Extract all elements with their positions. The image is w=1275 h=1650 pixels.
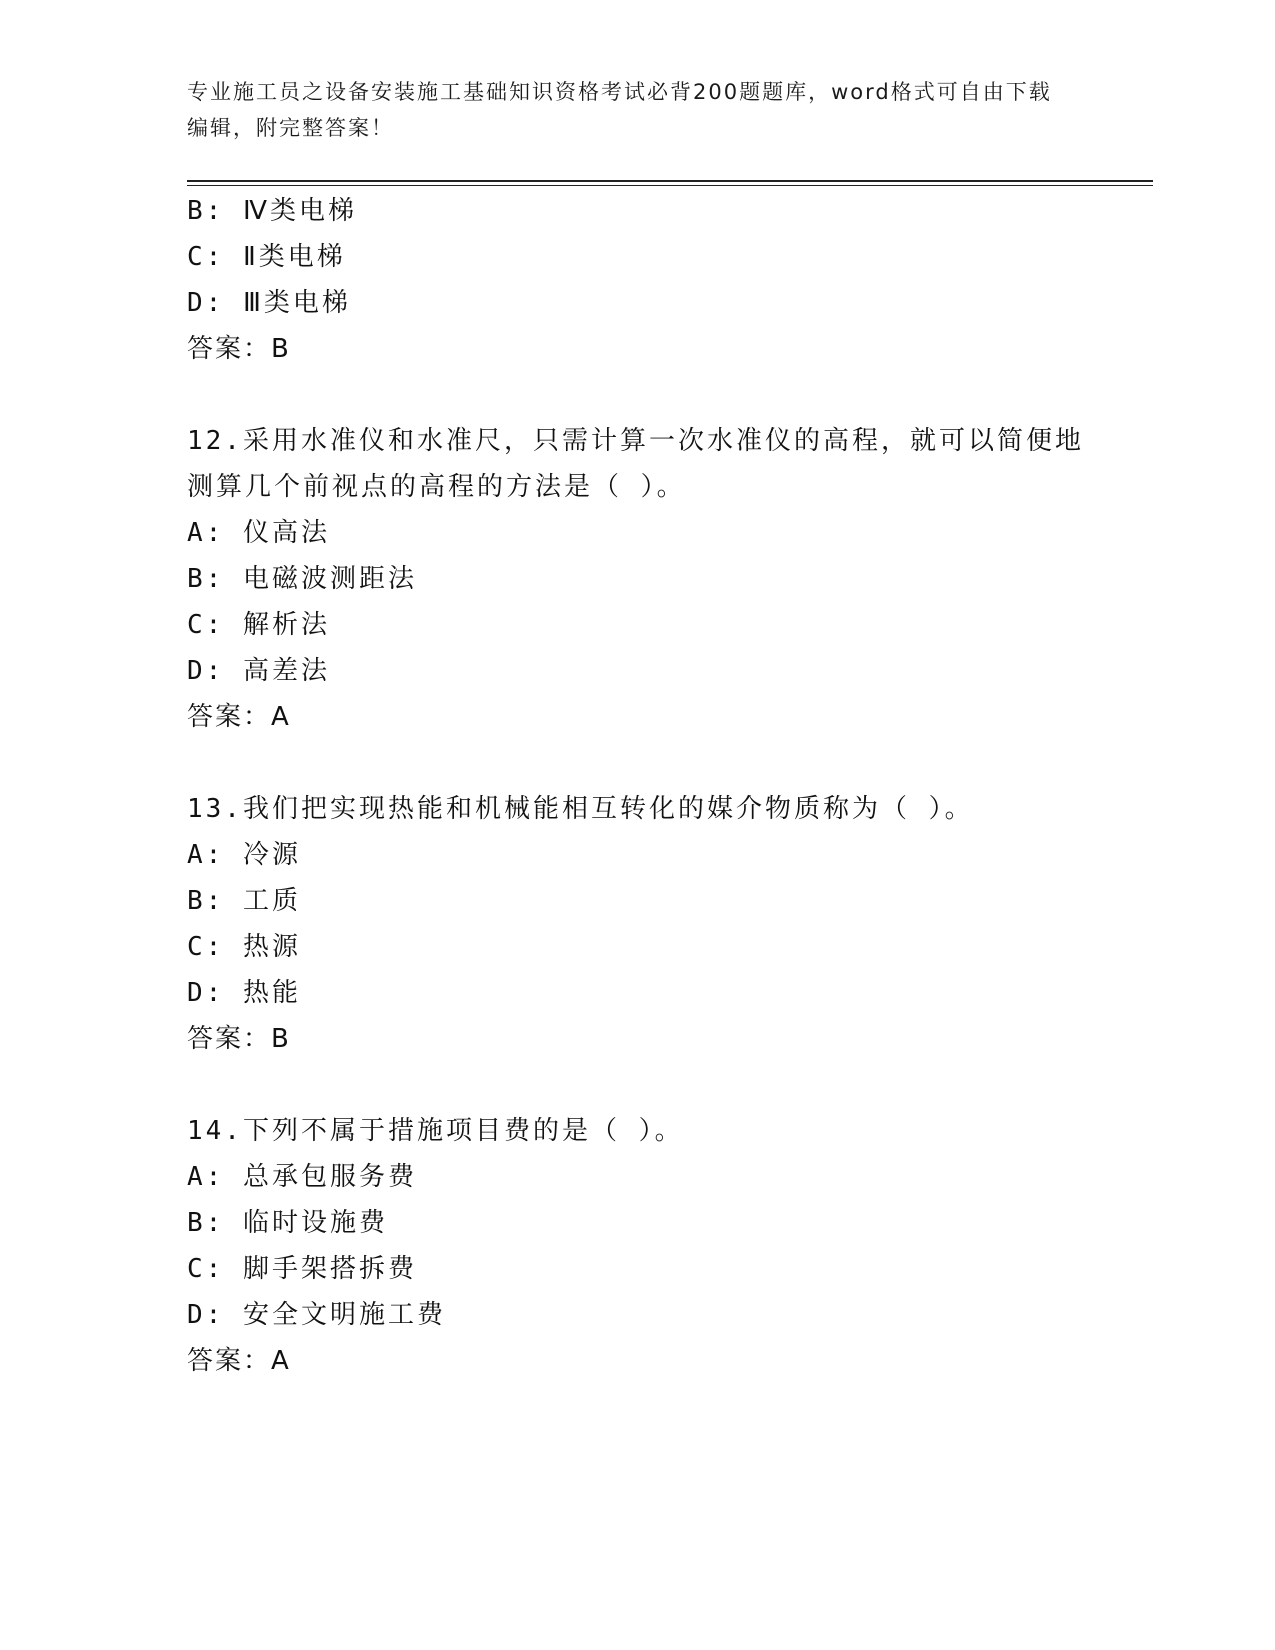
option-d: D: 热能 bbox=[187, 978, 301, 1008]
option-b: B: 临时设施费 bbox=[187, 1208, 388, 1238]
question-stem: 14.下列不属于措施项目费的是（ ）。 bbox=[187, 1116, 684, 1146]
option-a: A: 总承包服务费 bbox=[187, 1162, 417, 1192]
question-12 bbox=[187, 418, 1147, 740]
question-list bbox=[187, 188, 1147, 1384]
previous-question bbox=[187, 188, 1147, 372]
option-b: B: 工质 bbox=[187, 886, 301, 916]
question-stem: 13.我们把实现热能和机械能相互转化的媒介物质称为（ ）。 bbox=[187, 794, 974, 824]
question-stem: 12.采用水准仪和水准尺，只需计算一次水准仪的高程，就可以简便地测算几个前视点的高程的方法是（ ）。 bbox=[187, 426, 1084, 502]
option-a: A: 仪高法 bbox=[187, 518, 330, 548]
header-rule-thin bbox=[187, 185, 1153, 186]
question-14 bbox=[187, 1108, 1147, 1384]
option-c: C: Ⅱ类电梯 bbox=[187, 242, 346, 272]
answer-line: 答案：A bbox=[187, 702, 291, 732]
option-c: C: 解析法 bbox=[187, 610, 330, 640]
answer-line: 答案：B bbox=[187, 1024, 291, 1054]
option-c: C: 脚手架搭拆费 bbox=[187, 1254, 417, 1284]
option-a: A: 冷源 bbox=[187, 840, 301, 870]
question-13 bbox=[187, 786, 1147, 1062]
option-d: D: 安全文明施工费 bbox=[187, 1300, 446, 1330]
option-c: C: 热源 bbox=[187, 932, 301, 962]
option-b: B: Ⅳ类电梯 bbox=[187, 196, 357, 226]
option-d: D: 高差法 bbox=[187, 656, 330, 686]
answer-line: 答案：B bbox=[187, 334, 291, 364]
header-rule-thick bbox=[187, 180, 1153, 182]
option-b: B: 电磁波测距法 bbox=[187, 564, 417, 594]
document-header: 专业施工员之设备安装施工基础知识资格考试必背200题题库，word格式可自由下载编辑，附完整答案！ bbox=[187, 80, 1052, 140]
answer-line: 答案：A bbox=[187, 1346, 291, 1376]
option-d: D: Ⅲ类电梯 bbox=[187, 288, 351, 318]
